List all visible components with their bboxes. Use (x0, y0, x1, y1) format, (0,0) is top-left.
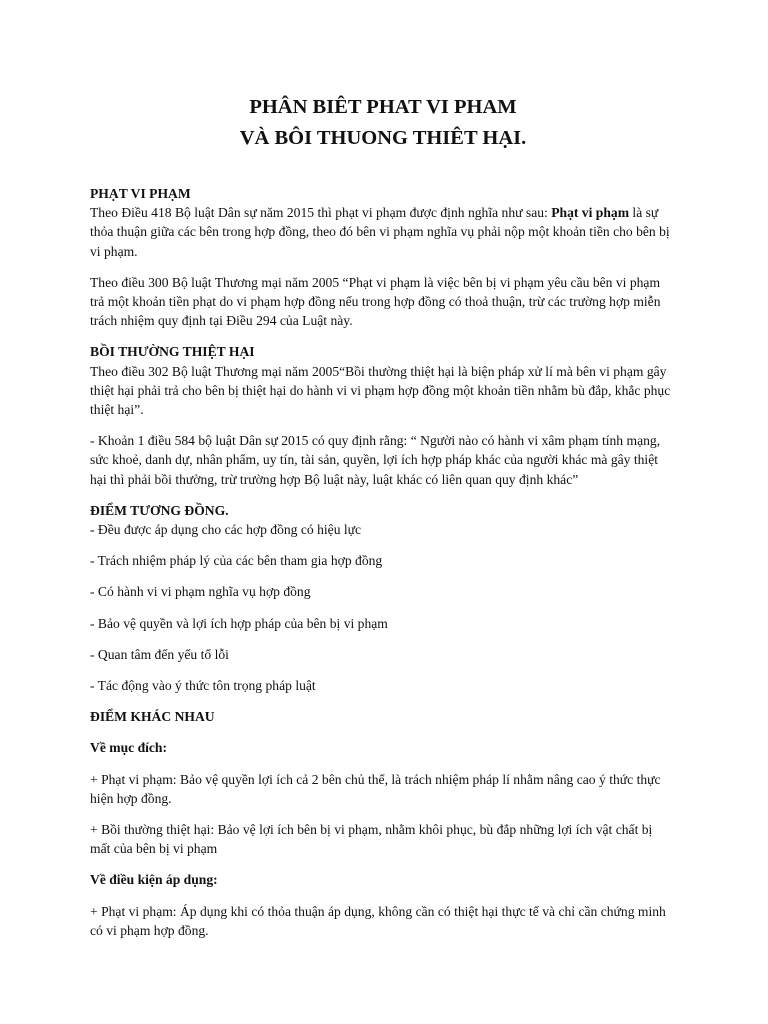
list-item: - Quan tâm đến yếu tố lỗi (90, 646, 229, 662)
title-line-1: PHÂN BIÊT PHAT VI PHAM (249, 96, 517, 118)
list-item: - Đều được áp dụng cho các hợp đồng có hiệu lực (90, 522, 362, 538)
list-item: - Có hành vi vi phạm nghĩa vụ hợp đồng (90, 584, 311, 600)
paragraph-muc-dich-boi-thuong: + Bồi thường thiệt hại: Bảo vệ lợi ích bên bị vi phạm, nhằm khôi phục, bù đắp những lợi ích vật chất bị mất của bên bị vi phạm (90, 822, 653, 857)
section-heading-boi-thuong: BỒI THƯỜNG THIỆT HẠI (90, 344, 255, 360)
section-heading-khac-nhau: ĐIỂM KHÁC NHAU (90, 709, 215, 725)
paragraph-dieu-300: Theo điều 300 Bộ luật Thương mại năm 2005 “Phạt vi phạm là việc bên bị vi phạm yêu cầu bên vi phạm trả một khoản tiền phạt do vi phạm hợp đồng nếu trong hợp đồng có thoả thuận, trừ các trường hợp miễn trách nhiệm quy định tại Điều 294 của Luật này. (90, 274, 661, 329)
paragraph-muc-dich-phat: + Phạt vi phạm: Bảo vệ quyền lợi ích cả 2 bên chủ thể, là trách nhiệm pháp lí nhằm nâng cao ý thức thực hiện hợp đồng. (90, 771, 661, 806)
list-item: - Trách nhiệm pháp lý của các bên tham gia hợp đồng (90, 553, 383, 569)
paragraph-text: là sự thỏa thuận giữa các bên trong hợp đồng, theo đó bên vi phạm nghĩa vụ phải nộp một khoản tiền cho bên bị vi phạm. (90, 205, 670, 259)
paragraph-dieu-302: Theo điều 302 Bộ luật Thương mại năm 2005“Bồi thường thiệt hại là biện pháp xử lí mà bên vi phạm gây thiệt hại phải trả cho bên bị thiệt hại do hành vi vi phạm hợp đồng một khoản tiền nhằm bù đắp, khắc phục thiệt hại”. (90, 363, 671, 418)
list-item: - Bảo vệ quyền và lợi ích hợp pháp của bên bị vi phạm (90, 615, 388, 631)
section-heading-tuong-dong: ĐIỂM TƯƠNG ĐỒNG. (90, 502, 229, 518)
list-item: - Tác động vào ý thức tôn trọng pháp luật (90, 678, 316, 694)
document-title (90, 92, 676, 154)
bold-term: Phạt vi phạm (551, 205, 630, 221)
subheading-muc-dich: Về mục đích: (90, 740, 168, 756)
title-line-2: VÀ BÔI THUONG THIÊT HẠI. (239, 127, 527, 149)
section-heading-phat-vi-pham: PHẠT VI PHẠM (90, 186, 191, 201)
paragraph-dieu-584: - Khoản 1 điều 584 bộ luật Dân sự 2015 có quy định rằng: “ Người nào có hành vi xâm phạm tính mạng, sức khoẻ, danh dự, nhân phẩm, uy tín, tài sản, quyền, lợi ích hợp pháp khác của người khác mà gây thiệt hại thì phải bồi thường, trừ trường hợp Bộ luật này, luật khác có liên quan quy định khác” (90, 433, 661, 487)
paragraph-text: Theo Điều 418 Bộ luật Dân sự năm 2015 thì phạt vi phạm được định nghĩa như sau: (90, 205, 552, 221)
subheading-dieu-kien: Về điều kiện áp dụng: (90, 872, 218, 888)
paragraph-dieu-kien-phat: + Phạt vi phạm: Áp dụng khi có thỏa thuận áp dụng, không cần có thiệt hại thực tế và chỉ cần chứng minh có vi phạm hợp đồng. (90, 903, 666, 938)
paragraph-dinh-nghia-phat-vi-pham (90, 203, 676, 261)
